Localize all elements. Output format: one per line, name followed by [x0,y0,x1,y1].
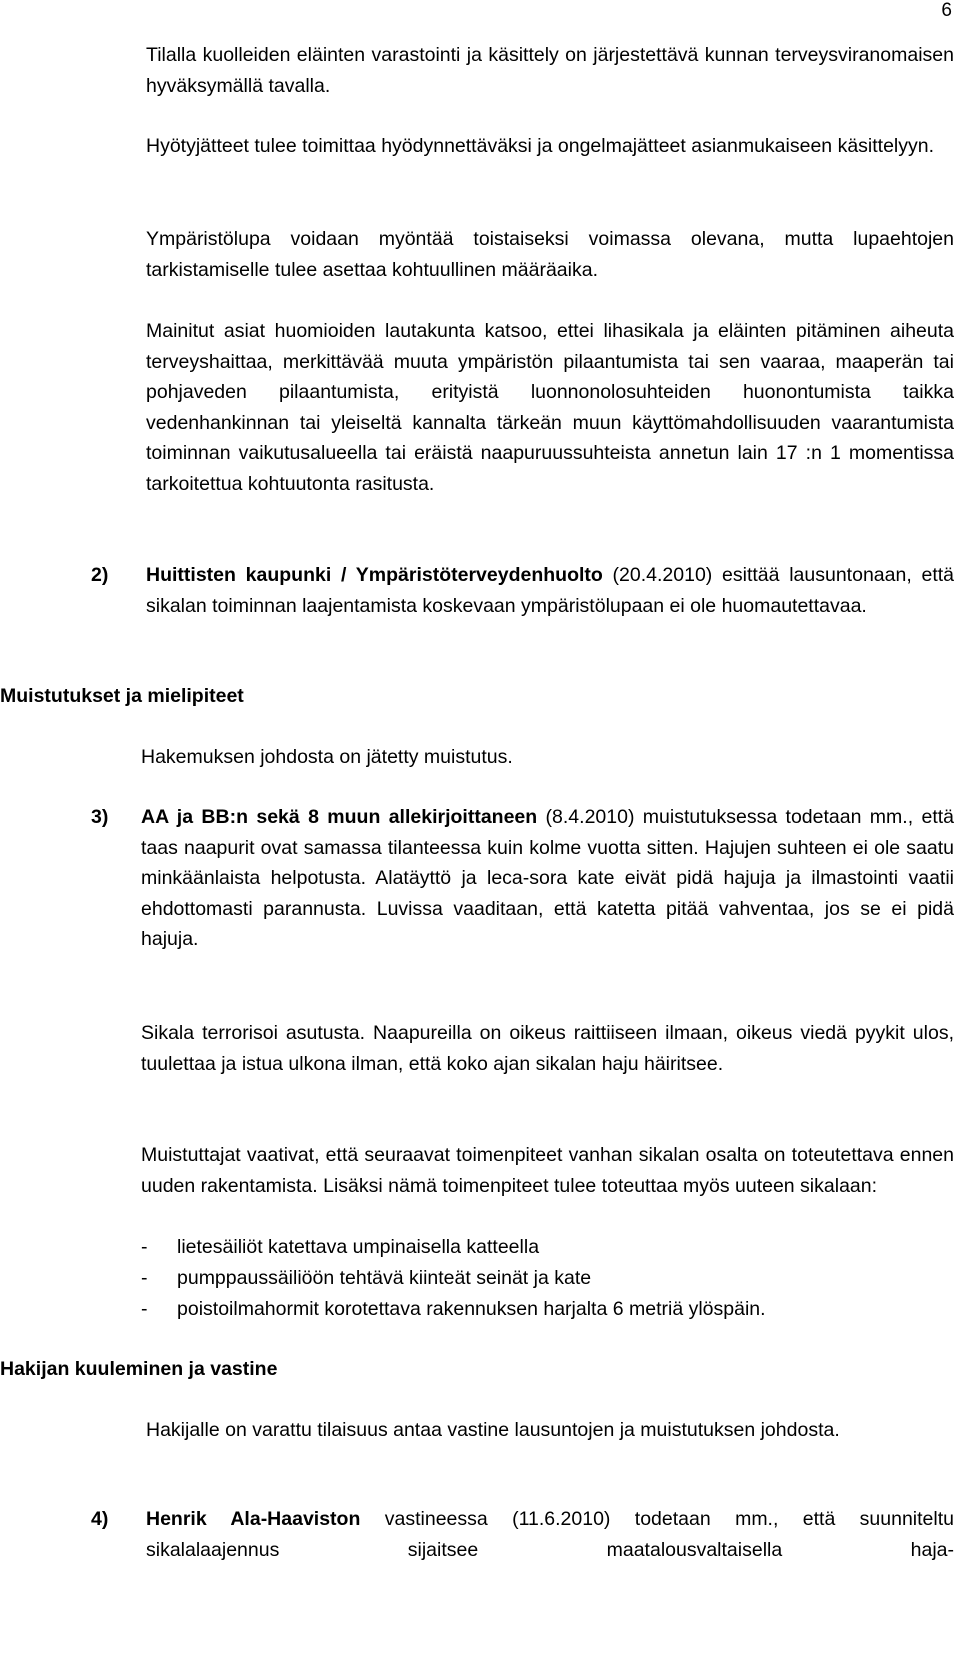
statement-2-text: (20.4.2010) esittää lausuntonaan, että sikalan toiminnan laajentamista koskevaan ympäristölupaan ei ole huomautettavaa. [146,564,954,617]
statement-3 [141,802,954,955]
statement-4 [146,1504,954,1565]
heading-objections: Muistutukset ja mielipiteet [0,685,244,707]
list-item [141,1294,766,1324]
statement-2-author: Huittisten kaupunki / Ympäristöterveydenhuolto [146,564,603,586]
paragraph-recyclable-waste: Hyötyjätteet tulee toimittaa hyödynnettäväksi ja ongelmajätteet asianmukaiseen käsittelyyn. [146,135,935,157]
list-item-text: lietesäiliöt katettava umpinaisella katteella [177,1236,540,1258]
statement-2-number: 2) [91,564,109,586]
statement-3-paragraph-3: Muistuttajat vaativat, että seuraavat toimenpiteet vanhan sikalan osalta on toteutettava ennen uuden rakentamista. Lisäksi nämä toimenpiteet tulee toteuttaa myös uuteen sikalaan: [141,1144,954,1197]
list-item-text: pumppaussäiliöön tehtävä kiinteät seinät ja kate [177,1267,592,1289]
reply-intro: Hakijalle on varattu tilaisuus antaa vastine lausuntojen ja muistutuksen johdosta. [146,1419,840,1441]
statement-2 [146,560,954,621]
list-dash: - [141,1267,148,1289]
statement-3-text: (8.4.2010) muistutuksessa todetaan mm., että taas naapurit ovat samassa tilanteessa kuin kolme vuotta sitten. Hajujen suhteen ei ole saatu minkäänlaista helpotusta. Alatäyttö ja leca-sora kate eivät pidä hajuja ja ilmastointi vaatii ehdottomasti parannusta. Luvissa vaaditaan, että katetta pitää vahventaa, jos se ei pidä hajuja. [141,806,955,950]
statement-4-text: vastineessa (11.6.2010) todetaan mm., että suunniteltu sikalalaajennus sijaitsee maatalousvaltaisella haja- [146,1508,954,1561]
statement-4-author: Henrik Ala-Haaviston [146,1508,361,1530]
statement-3-author: AA ja BB:n sekä 8 muun allekirjoittaneen [141,806,538,828]
statement-3-paragraph-2: Sikala terrorisoi asutusta. Naapureilla on oikeus raittiiseen ilmaan, oikeus viedä pyykit ulos, tuulettaa ja istua ulkona ilman, että koko ajan sikalan haju häiritsee. [141,1022,954,1075]
statement-4-number: 4) [91,1508,109,1530]
list-item [141,1263,591,1293]
list-item-text: poistoilmahormit korotettava rakennuksen harjalta 6 metriä ylöspäin. [177,1298,766,1320]
list-dash: - [141,1298,148,1320]
paragraph-board-assessment: Mainitut asiat huomioiden lautakunta katsoo, ettei lihasikala ja eläinten pitäminen aiheuta terveyshaittaa, merkittävää muuta ympäristön pilaantumista tai sen vaaraa, maaperän tai pohjaveden pilaantumista, erityistä luonnonolosuhteiden huonontumista taikka vedenhankinnan tai yleiseltä kannalta tärkeän muun käyttömahdollisuuden vaarantumista toiminnan vaikutusalueella tai eräistä naapuruussuhteista annetun lain 17 :n 1 momentissa tarkoitettua kohtuutonta rasitusta. [146,320,954,495]
page-number: 6 [941,0,952,21]
list-item [141,1232,539,1262]
heading-applicant-hearing: Hakijan kuuleminen ja vastine [0,1358,278,1380]
list-dash: - [141,1236,148,1258]
paragraph-dead-animals: Tilalla kuolleiden eläinten varastointi ja käsittely on järjestettävä kunnan terveysviranomaisen hyväksymällä tavalla. [146,44,954,97]
paragraph-permit-validity: Ympäristölupa voidaan myöntää toistaiseksi voimassa olevana, mutta lupaehtojen tarkistamiselle tulee asettaa kohtuullinen määräaika. [146,228,954,281]
statement-3-number: 3) [91,806,109,828]
objections-intro: Hakemuksen johdosta on jätetty muistutus. [141,746,513,768]
